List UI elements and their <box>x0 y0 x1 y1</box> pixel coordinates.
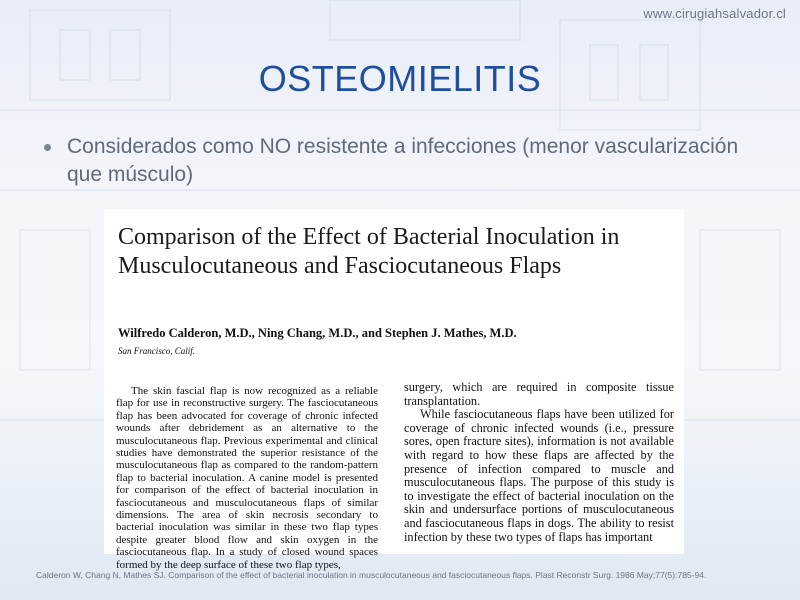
site-url: www.cirugiahsalvador.cl <box>643 6 786 21</box>
paper-excerpt-image <box>104 209 684 571</box>
paper-abstract: The skin fascial flap is now recognized as a reliable flap for use in reconstructive surgery. The fasciocutaneous flap has been advocated for coverage of chronic infected wounds after debridement as an alternative to the musculocutaneous flap. Previous experimental and clinical studies have demonstrated the superior resistance of the musculocutaneous flap as compared to the random-pattern flap to bacterial inoculation. A canine model is presented for comparison of the effect of bacterial inoculation in fasciocutaneous and musculocutaneous flaps of similar dimensions. The area of skin necrosis secondary to bacterial inoculation was similar in these two flap types despite greater blood flow and skin oxygen in the fasciocutaneous flap. In a study of closed wound spaces formed by the deep surface of these two flap types, <box>116 385 378 571</box>
bullet-list <box>44 133 744 189</box>
paper-right-column <box>404 381 674 544</box>
paper-title: Comparison of the Effect of Bacterial Inoculation in Musculocutaneous and Fasciocutaneous Flaps <box>118 224 620 279</box>
citation-footer: Calderon W, Chang N, Mathes SJ. Comparison of the effect of bacterial inoculation in musculocutaneous and fasciocutaneous flaps. Plast Reconstr Surg. 1986 May;77(5):785-94. <box>36 570 707 580</box>
bullet-item <box>44 133 744 189</box>
slide-title: OSTEOMIELITIS <box>258 58 542 99</box>
paper-right-paragraph-1: surgery, which are required in composite tissue transplantation. <box>404 380 674 408</box>
paper-location: San Francisco, Calif. <box>118 346 195 356</box>
paper-authors: Wilfredo Calderon, M.D., Ning Chang, M.D., and Stephen J. Mathes, M.D. <box>118 326 517 340</box>
paper-right-paragraph-2: While fasciocutaneous flaps have been utilized for coverage of chronic infected wounds (i.e., pressure sores, open fracture sites), information is not available with regard to how these flaps are affected by the presence of infection compared to muscle and musculocutaneous flaps. The purpose of this study is to investigate the effect of bacterial inoculation on the skin and undersurface portions of musculocutaneous and fasciocutaneous flaps in dogs. The ability to resist infection by these two types of flaps has important <box>404 407 674 544</box>
bullet-text: Considerados como NO resistente a infecciones (menor vascularización que músculo) <box>67 135 739 186</box>
bullet-dot-icon <box>44 144 51 151</box>
